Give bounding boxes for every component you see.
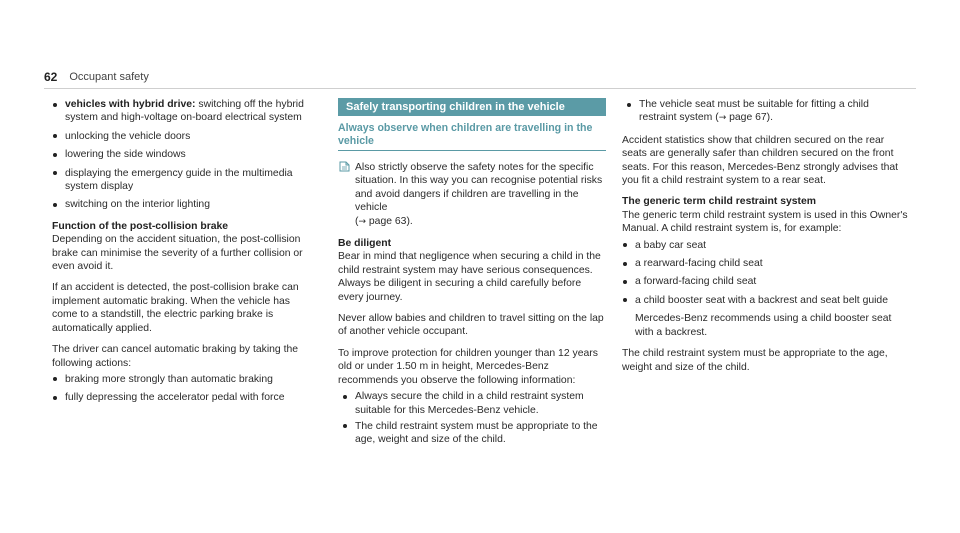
list-item: The child restraint system must be appropriate to the age, weight and size of the child.: [342, 420, 606, 447]
list-item: a child booster seat with a backrest and seat belt guide: [622, 294, 908, 307]
info-note: Also strictly observe the safety notes for the specific situation. In this way you can recognise potential risks and avoid dangers if children are travelling in the vehicle (→ page 63).: [338, 161, 606, 229]
section-title: Always observe when children are travelling in the vehicle: [338, 122, 606, 151]
list-item: a baby car seat: [622, 239, 908, 252]
list-item: [52, 98, 318, 125]
section-name: Occupant safety: [69, 71, 149, 84]
note-text: Also strictly observe the safety notes for the specific situation. In this way you can recognise potential risks and avoid dangers if children are travelling in the vehicle: [355, 162, 603, 214]
header-divider: [44, 88, 916, 89]
detect-paragraph: If an accident is detected, the post-collision brake can implement automatic braking. When the vehicle has come to a standstill, the electric parking brake is automatically applied.: [52, 282, 299, 334]
list-item: displaying the emergency guide in the multimedia system display: [52, 167, 318, 194]
generic-paragraph: The generic term child restraint system is used in this Owner's Manual. A child restraint system is, for example:: [622, 209, 908, 235]
never-paragraph: Never allow babies and children to travel sitting on the lap of another vehicle occupant.: [338, 313, 604, 338]
section-banner: Safely transporting children in the vehicle: [338, 98, 606, 116]
list-item: switching on the interior lighting: [52, 198, 318, 211]
column-right: [622, 98, 908, 377]
function-heading: Function of the post-collision brake: [52, 220, 229, 232]
seat-requirements-list: [626, 98, 908, 126]
recommend-paragraph: Mercedes-Benz recommends using a child booster seat with a backrest.: [635, 313, 892, 338]
hybrid-text: switching off the hybrid system and high-voltage on-board electrical system: [65, 99, 304, 124]
generic-heading: The generic term child restraint system: [622, 196, 817, 208]
post-collision-actions-list: [52, 98, 318, 212]
page-ref-arrow: →: [358, 216, 367, 227]
page-ref[interactable]: page 67).: [729, 112, 774, 124]
page-number: 62: [44, 70, 58, 85]
page-header: [44, 70, 149, 86]
improve-paragraph: To improve protection for children younger than 12 years old or under 1.50 m in height, Mercedes-Benz recommends you observe the following information:: [338, 347, 598, 386]
page-ref-arrow: →: [718, 113, 727, 124]
child-seat-examples-list: [622, 239, 908, 308]
list-item: unlocking the vehicle doors: [52, 130, 318, 143]
diligent-heading: Be diligent: [338, 238, 392, 250]
hybrid-label: vehicles with hybrid drive:: [65, 99, 196, 110]
cancel-actions-list: [52, 373, 318, 405]
list-item: a forward-facing child seat: [622, 275, 908, 288]
accident-paragraph: Accident statistics show that children secured on the rear seats are generally safer than children secured on the front seats. For this reason, Mercedes-Benz strongly advises that you fit a child restraint system to a rear seat.: [622, 134, 899, 187]
column-middle: [338, 98, 606, 450]
column-left: [52, 98, 318, 410]
list-item: [626, 98, 908, 126]
list-item: Always secure the child in a child restraint system suitable for this Mercedes-Benz vehicle.: [342, 390, 606, 417]
child-safety-list: [342, 390, 606, 447]
function-paragraph: Depending on the accident situation, the post-collision brake can minimise the severity of a further collision or even avoid it.: [52, 234, 303, 273]
diligent-paragraph: Bear in mind that negligence when securing a child in the child restraint system may have serious consequences. Always be diligent in securing a child carefully before every journey.: [338, 251, 601, 303]
list-item: fully depressing the accelerator pedal with force: [52, 391, 318, 404]
page-ref[interactable]: page 63).: [368, 215, 413, 227]
list-item: a rearward-facing child seat: [622, 257, 908, 270]
driver-paragraph: The driver can cancel automatic braking by taking the following actions:: [52, 344, 299, 369]
list-item: lowering the side windows: [52, 148, 318, 161]
info-note-icon: [339, 161, 350, 172]
list-item: braking more strongly than automatic braking: [52, 373, 318, 386]
seat-suitable-text: The vehicle seat must be suitable for fitting a child restraint system (: [639, 99, 869, 124]
final-paragraph: The child restraint system must be appropriate to the age, weight and size of the child.: [622, 348, 888, 373]
